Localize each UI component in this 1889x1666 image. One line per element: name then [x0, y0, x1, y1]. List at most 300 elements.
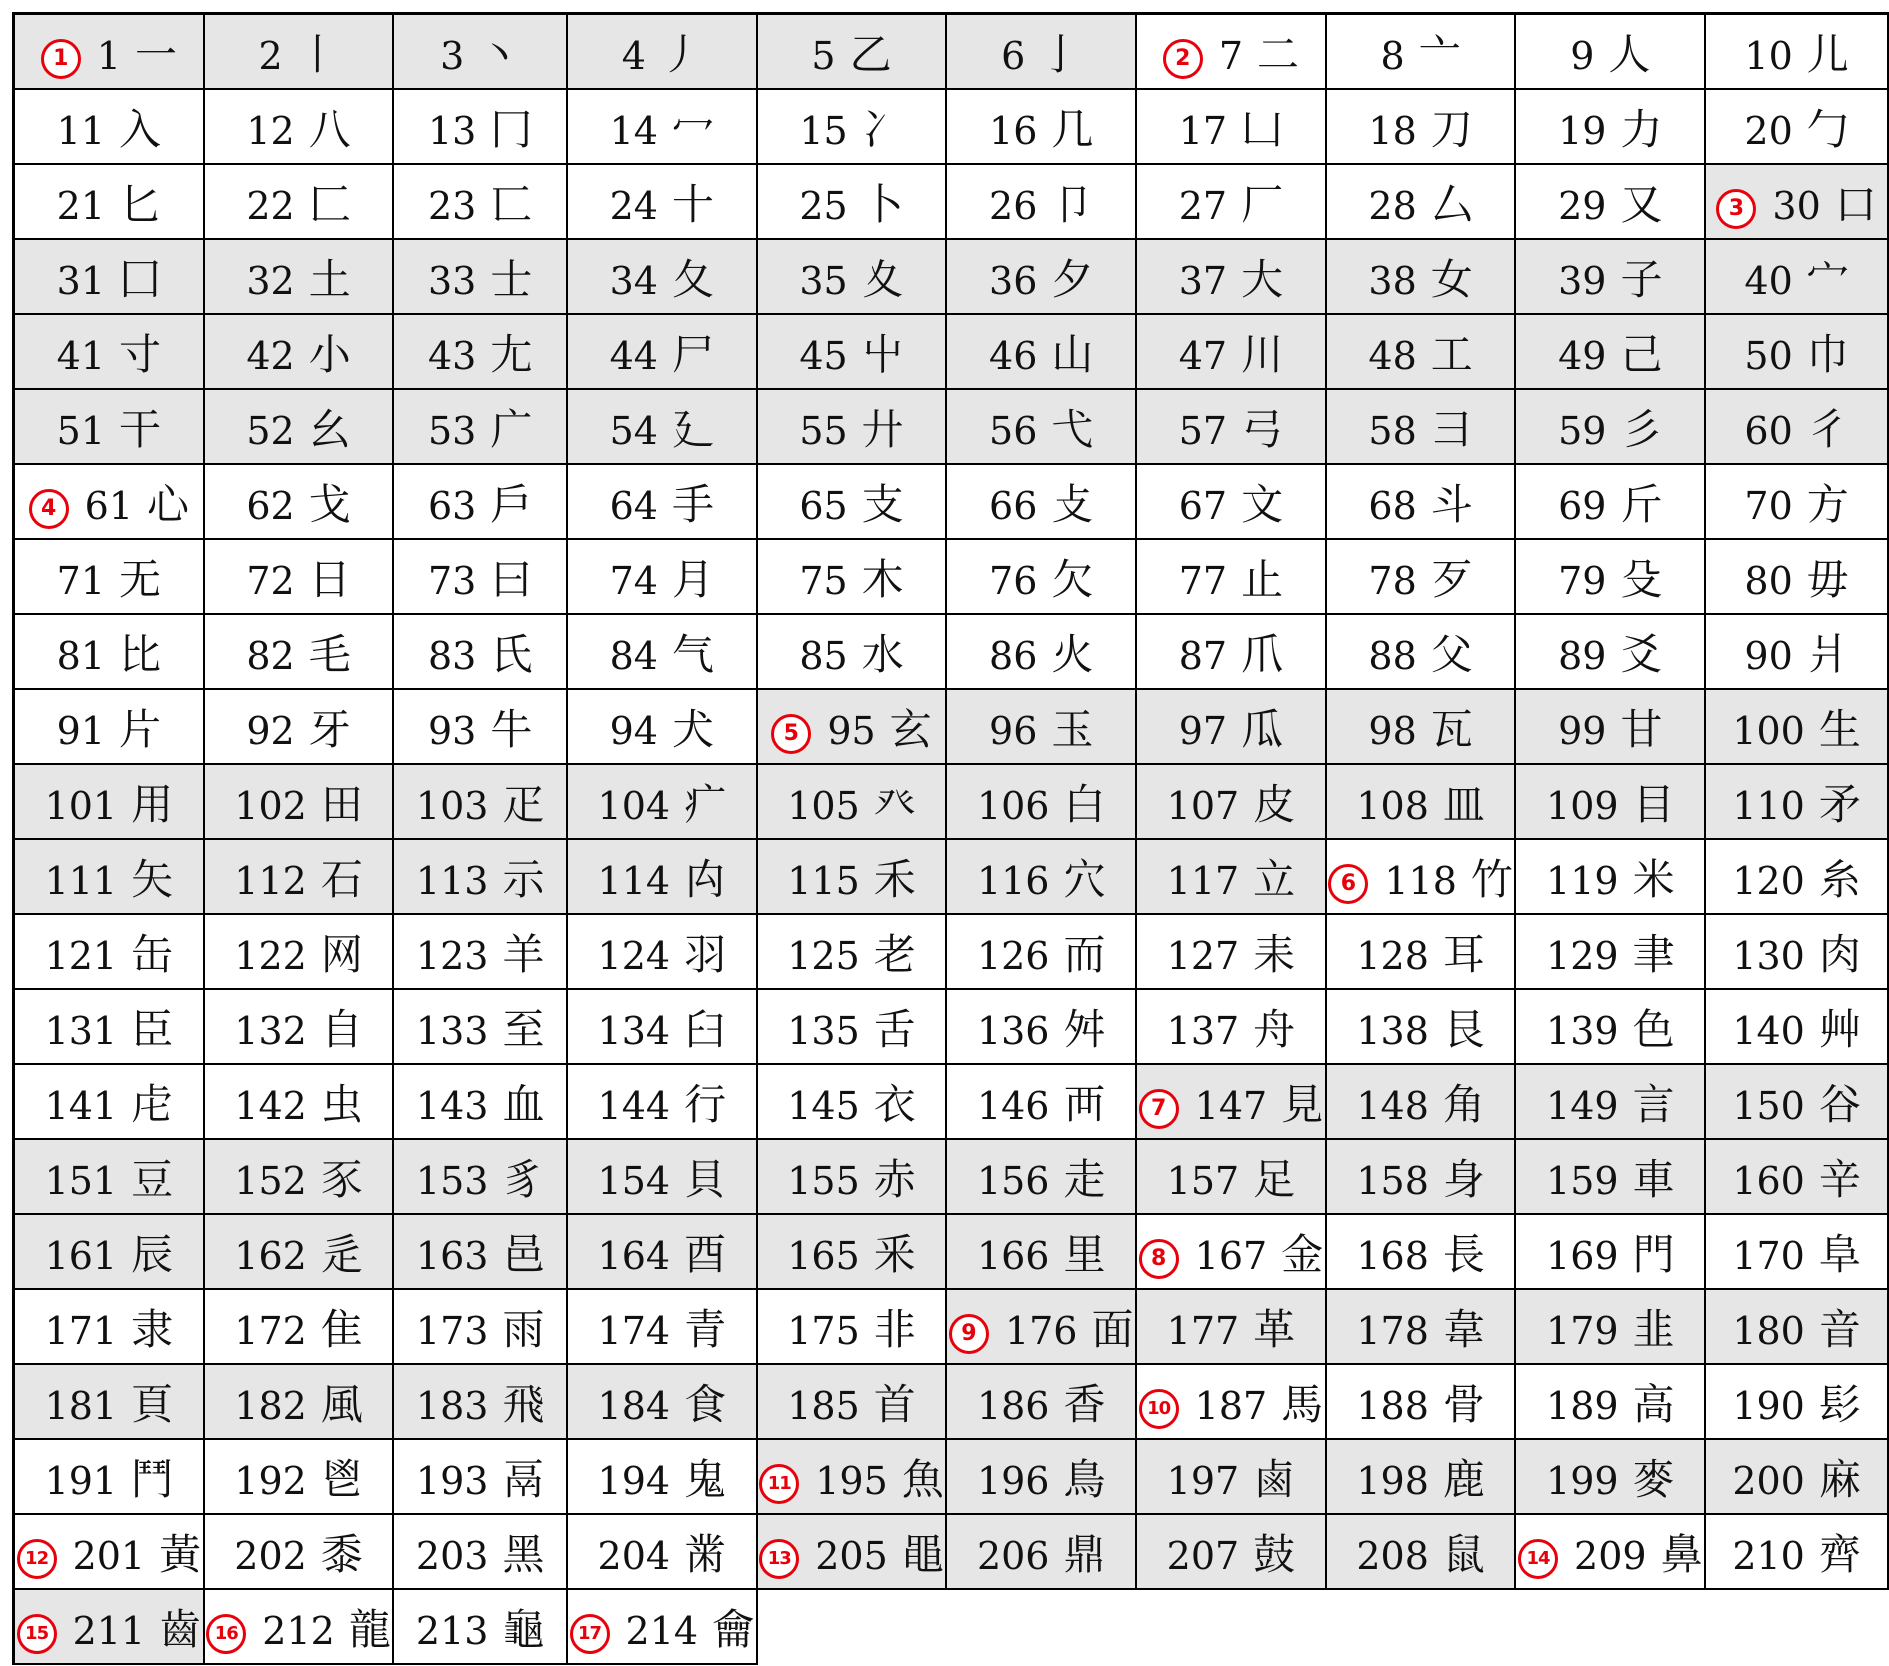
radical-cell [1326, 1064, 1516, 1139]
radical-cell [1326, 239, 1516, 314]
radical-number: 5 [811, 33, 836, 78]
table-row [14, 1514, 1889, 1589]
radical-number: 76 [989, 558, 1038, 603]
radical-number: 173 [415, 1308, 489, 1353]
radical-cell [393, 914, 567, 989]
radical-character: 爿 [1806, 629, 1849, 679]
radical-number: 112 [234, 858, 307, 903]
radical-character: 尢 [490, 329, 533, 379]
radical-cell [1515, 614, 1705, 689]
radical-character: 丨 [296, 29, 339, 79]
radical-cell [1705, 1364, 1888, 1439]
radical-number: 28 [1368, 183, 1417, 228]
radical-number: 144 [597, 1083, 671, 1128]
radical-character: 疒 [684, 779, 727, 829]
radical-cell [757, 1214, 947, 1289]
radical-number: 10 [1744, 33, 1793, 78]
radical-cell [393, 689, 567, 764]
radical-number: 118 [1384, 858, 1457, 903]
radical-number: 80 [1744, 558, 1793, 603]
radical-number: 184 [597, 1383, 671, 1428]
radical-number: 200 [1732, 1458, 1805, 1503]
radical-number: 133 [415, 1008, 489, 1053]
radical-character: 言 [1632, 1079, 1675, 1129]
radical-character: 亅 [1039, 29, 1082, 79]
radical-character: 自 [320, 1004, 363, 1054]
radical-number: 140 [1732, 1008, 1805, 1053]
radical-character: 風 [320, 1379, 363, 1429]
radical-character: 宀 [1806, 254, 1849, 304]
radical-cell [757, 239, 947, 314]
radical-character: 癶 [873, 779, 916, 829]
radical-cell [567, 1214, 757, 1289]
radical-cell [1515, 464, 1705, 539]
radical-number: 61 [84, 483, 134, 528]
radical-number: 191 [44, 1458, 118, 1503]
radical-character: 肉 [1818, 929, 1861, 979]
radical-character: 鬥 [131, 1454, 174, 1504]
radical-number: 154 [597, 1158, 671, 1203]
radical-cell [946, 164, 1136, 239]
radical-number: 57 [1178, 408, 1228, 453]
table-row [14, 689, 1889, 764]
radical-cell [1705, 464, 1888, 539]
radical-cell [1705, 914, 1888, 989]
radical-cell [204, 764, 394, 839]
radical-number: 156 [976, 1158, 1050, 1203]
radical-number: 130 [1732, 933, 1805, 978]
radical-character: 韭 [1632, 1304, 1675, 1354]
radical-cell [14, 539, 204, 614]
radical-number: 175 [787, 1308, 860, 1353]
radical-cell [1136, 164, 1326, 239]
radical-cell [1515, 14, 1705, 90]
radical-number: 99 [1558, 708, 1607, 753]
radical-number: 187 [1194, 1383, 1268, 1428]
table-row [14, 239, 1889, 314]
radical-cell [14, 1064, 204, 1139]
radical-number: 47 [1178, 333, 1228, 378]
radical-cell [204, 1364, 394, 1439]
radical-cell [757, 614, 947, 689]
radical-character: 冫 [861, 104, 904, 154]
radical-cell [757, 1364, 947, 1439]
radical-character: 廴 [671, 404, 714, 454]
radical-number: 183 [415, 1383, 489, 1428]
radical-number: 179 [1546, 1308, 1619, 1353]
radical-character: 氏 [490, 629, 533, 679]
radical-number: 127 [1166, 933, 1240, 978]
radical-cell [14, 839, 204, 914]
radical-cell [204, 89, 394, 164]
radical-character: 川 [1241, 329, 1284, 379]
radical-character: 赤 [873, 1154, 916, 1204]
radical-cell [1136, 689, 1326, 764]
table-row [14, 1439, 1889, 1514]
radical-character: 亠 [1418, 29, 1461, 79]
radical-cell [393, 14, 567, 90]
radical-number: 64 [609, 483, 658, 528]
radical-number: 49 [1558, 333, 1607, 378]
radical-cell [1515, 164, 1705, 239]
radical-number: 108 [1356, 783, 1429, 828]
radical-number: 74 [609, 558, 658, 603]
radical-character: 耳 [1442, 929, 1485, 979]
radical-cell [393, 1289, 567, 1364]
radical-number: 170 [1732, 1233, 1805, 1278]
radical-number: 66 [989, 483, 1038, 528]
table-row [14, 1139, 1889, 1214]
radical-character: 攴 [1051, 479, 1094, 529]
radical-number: 65 [799, 483, 848, 528]
radical-character: 龜 [502, 1604, 545, 1654]
table-row [14, 1064, 1889, 1139]
table-row [14, 1289, 1889, 1364]
radical-number: 208 [1356, 1533, 1429, 1578]
radical-number: 3 [440, 33, 465, 78]
radical-number: 152 [234, 1158, 307, 1203]
radical-character: 馬 [1281, 1379, 1324, 1429]
radical-number: 129 [1546, 933, 1619, 978]
radical-character: 米 [1632, 854, 1675, 904]
radical-number: 79 [1558, 558, 1607, 603]
radical-cell [14, 1214, 204, 1289]
radical-number: 185 [787, 1383, 860, 1428]
radical-cell [946, 1289, 1136, 1364]
radical-cell [1515, 1214, 1705, 1289]
radical-cell [1326, 1514, 1516, 1589]
stroke-count-badge: 17 [570, 1614, 610, 1654]
radical-character: 非 [873, 1304, 916, 1354]
radical-number: 116 [976, 858, 1050, 903]
radical-character: 瓦 [1430, 704, 1473, 754]
radical-number: 145 [787, 1083, 860, 1128]
radical-character: 見 [1281, 1079, 1324, 1129]
radical-cell [204, 1289, 394, 1364]
radical-number: 207 [1166, 1533, 1240, 1578]
radical-character: 衣 [873, 1079, 916, 1129]
table-row [14, 89, 1889, 164]
radical-number: 149 [1546, 1083, 1619, 1128]
radical-character: 日 [308, 554, 351, 604]
radical-character: 矛 [1818, 779, 1861, 829]
radical-cell [1705, 1514, 1888, 1589]
stroke-count-badge: 2 [1163, 39, 1203, 79]
radical-character: 广 [490, 404, 533, 454]
radical-number: 19 [1558, 108, 1607, 153]
radical-number: 92 [246, 708, 295, 753]
radical-cell [567, 314, 757, 389]
radical-character: 爪 [1241, 629, 1284, 679]
radical-number: 167 [1194, 1233, 1268, 1278]
radical-number: 75 [799, 558, 848, 603]
stroke-count-badge: 1 [41, 39, 81, 79]
radical-character: 角 [1442, 1079, 1485, 1129]
radical-cell [393, 464, 567, 539]
radical-character: 曰 [490, 554, 533, 604]
radical-character: 羽 [684, 929, 727, 979]
radical-number: 39 [1558, 258, 1607, 303]
radical-character: 面 [1091, 1304, 1134, 1354]
radical-number: 20 [1744, 108, 1793, 153]
radical-character: 耒 [1253, 929, 1296, 979]
radical-number: 38 [1368, 258, 1417, 303]
stroke-count-badge: 7 [1139, 1089, 1179, 1129]
radical-character: 玄 [889, 704, 932, 754]
radical-character: 糸 [1818, 854, 1861, 904]
radical-cell [1515, 1139, 1705, 1214]
radical-character: 大 [1241, 254, 1284, 304]
radical-cell [1326, 14, 1516, 90]
radical-number: 54 [609, 408, 658, 453]
radical-character: 石 [320, 854, 363, 904]
radical-cell [393, 1439, 567, 1514]
radical-cell [1326, 764, 1516, 839]
radical-number: 68 [1368, 483, 1417, 528]
radical-character: 鼻 [1660, 1529, 1703, 1579]
radical-character: 身 [1442, 1154, 1485, 1204]
radical-character: 士 [490, 254, 533, 304]
radical-character: 田 [320, 779, 363, 829]
radical-number: 204 [597, 1533, 671, 1578]
radical-number: 89 [1558, 633, 1607, 678]
radical-character: 牛 [490, 704, 533, 754]
table-row [14, 839, 1889, 914]
radical-character: 止 [1241, 554, 1284, 604]
radical-number: 95 [827, 708, 876, 753]
radical-cell [1136, 1439, 1326, 1514]
radical-cell [1515, 1064, 1705, 1139]
radical-number: 168 [1356, 1233, 1429, 1278]
radical-number: 6 [1001, 33, 1026, 78]
radical-character: 鬼 [684, 1454, 727, 1504]
radical-cell [946, 764, 1136, 839]
radical-cell [393, 539, 567, 614]
radical-cell [1136, 539, 1326, 614]
radical-number: 106 [976, 783, 1050, 828]
radical-number: 153 [415, 1158, 489, 1203]
radical-character: 黃 [159, 1529, 202, 1579]
radical-cell [567, 1514, 757, 1589]
radical-number: 56 [989, 408, 1038, 453]
radical-cell [204, 389, 394, 464]
stroke-count-badge: 10 [1139, 1389, 1179, 1429]
radical-number: 21 [56, 183, 106, 228]
radical-cell [1515, 689, 1705, 764]
radical-cell [393, 1364, 567, 1439]
radical-number: 109 [1546, 783, 1619, 828]
radical-cell [946, 1064, 1136, 1139]
radical-cell [204, 989, 394, 1064]
radical-character: 毋 [1806, 554, 1849, 604]
radical-number: 69 [1558, 483, 1607, 528]
radical-character: 黽 [901, 1529, 944, 1579]
radical-number: 1 [96, 33, 121, 78]
radical-cell [1326, 914, 1516, 989]
radical-number: 27 [1178, 183, 1228, 228]
radical-cell [1326, 989, 1516, 1064]
radical-character: 目 [1632, 779, 1675, 829]
table-row [14, 764, 1889, 839]
radical-cell [1326, 1439, 1516, 1514]
radical-character: 而 [1063, 929, 1106, 979]
radical-character: 麥 [1632, 1454, 1675, 1504]
radical-cell [1136, 839, 1326, 914]
radical-character: 竹 [1470, 854, 1513, 904]
radical-character: 比 [119, 629, 162, 679]
radical-cell [946, 839, 1136, 914]
radical-cell [946, 14, 1136, 90]
radical-number: 142 [234, 1083, 307, 1128]
radical-cell [14, 614, 204, 689]
table-row [14, 164, 1889, 239]
radical-number: 202 [234, 1533, 307, 1578]
radical-number: 136 [976, 1008, 1050, 1053]
radical-character: 十 [671, 179, 714, 229]
radical-number: 213 [415, 1608, 489, 1653]
radical-character: 乙 [849, 29, 892, 79]
radical-cell [1515, 89, 1705, 164]
radical-character: 月 [671, 554, 714, 604]
radical-cell [567, 614, 757, 689]
radical-character: 阜 [1818, 1229, 1861, 1279]
radical-character: 豸 [502, 1154, 545, 1204]
radical-number: 105 [787, 783, 860, 828]
radical-character: 羊 [502, 929, 545, 979]
radical-character: 口 [1834, 179, 1877, 229]
radical-cell [14, 689, 204, 764]
radical-character: 舟 [1253, 1004, 1296, 1054]
radical-number: 41 [56, 333, 106, 378]
empty-cell [1705, 1589, 1888, 1664]
radical-cell [14, 389, 204, 464]
radical-character: 匕 [119, 179, 162, 229]
radical-cell [204, 1589, 394, 1664]
radical-character: 皿 [1442, 779, 1485, 829]
radical-character: 足 [1253, 1154, 1296, 1204]
radical-character: 鹿 [1442, 1454, 1485, 1504]
radical-cell [1705, 689, 1888, 764]
radical-number: 91 [56, 708, 106, 753]
radical-cell [1326, 539, 1516, 614]
radical-character: 生 [1818, 704, 1861, 754]
radical-character: 气 [671, 629, 714, 679]
stroke-count-badge: 6 [1328, 864, 1368, 904]
radical-character: 彐 [1430, 404, 1473, 454]
stroke-count-badge: 8 [1139, 1239, 1179, 1279]
radical-number: 169 [1546, 1233, 1619, 1278]
radical-character: 辛 [1818, 1154, 1861, 1204]
radical-cell [1326, 1289, 1516, 1364]
radical-character: 爻 [1620, 629, 1663, 679]
radical-number: 107 [1166, 783, 1240, 828]
radical-number: 12 [246, 108, 295, 153]
radical-cell [1136, 1139, 1326, 1214]
radical-cell [1136, 1214, 1326, 1289]
radical-character: 髟 [1818, 1379, 1861, 1429]
radical-number: 103 [415, 783, 489, 828]
radical-number: 132 [234, 1008, 307, 1053]
stroke-count-badge: 14 [1518, 1539, 1558, 1579]
radical-character: 豕 [320, 1154, 363, 1204]
radical-cell [1136, 389, 1326, 464]
radical-number: 119 [1546, 858, 1619, 903]
radical-number: 189 [1546, 1383, 1619, 1428]
radical-character: 襾 [1063, 1079, 1106, 1129]
radical-number: 30 [1772, 183, 1821, 228]
radical-cell [14, 314, 204, 389]
radical-cell [567, 164, 757, 239]
radical-cell [393, 1589, 567, 1664]
radical-number: 22 [246, 183, 295, 228]
radical-number: 26 [989, 183, 1038, 228]
radical-character: 聿 [1632, 929, 1675, 979]
radical-number: 81 [56, 633, 106, 678]
radical-character: 辵 [320, 1229, 363, 1279]
radical-character: 飛 [502, 1379, 545, 1429]
radical-character: 虍 [131, 1079, 174, 1129]
radical-number: 138 [1356, 1008, 1429, 1053]
radical-character: 高 [1632, 1379, 1675, 1429]
radical-number: 194 [597, 1458, 671, 1503]
radical-character: 鬲 [502, 1454, 545, 1504]
radical-cell [393, 389, 567, 464]
radical-character: 貝 [684, 1154, 727, 1204]
radical-cell [1515, 1439, 1705, 1514]
radical-table [12, 12, 1889, 1665]
radical-number: 188 [1356, 1383, 1429, 1428]
radical-cell [757, 1289, 947, 1364]
radical-character: 彡 [1620, 404, 1663, 454]
radical-number: 195 [815, 1458, 888, 1503]
radical-cell [946, 89, 1136, 164]
radical-character: 里 [1063, 1229, 1106, 1279]
radical-cell [1705, 1139, 1888, 1214]
radical-character: 谷 [1818, 1079, 1861, 1129]
radical-cell [204, 539, 394, 614]
radical-number: 158 [1356, 1158, 1429, 1203]
radical-character: 黑 [502, 1529, 545, 1579]
radical-character: 寸 [119, 329, 162, 379]
table-row [14, 989, 1889, 1064]
radical-number: 198 [1356, 1458, 1429, 1503]
radical-number: 58 [1368, 408, 1417, 453]
radical-cell [1705, 764, 1888, 839]
radical-cell [757, 839, 947, 914]
radical-cell [1136, 14, 1326, 90]
radical-number: 174 [597, 1308, 671, 1353]
radical-character: 力 [1620, 104, 1663, 154]
radical-cell [393, 614, 567, 689]
radical-number: 196 [976, 1458, 1050, 1503]
radical-character: 犬 [671, 704, 714, 754]
radical-character: 豆 [131, 1154, 174, 1204]
radical-character: 舛 [1063, 1004, 1106, 1054]
radical-number: 25 [799, 183, 848, 228]
stroke-count-badge: 5 [771, 714, 811, 754]
radical-number: 164 [597, 1233, 671, 1278]
radical-character: 戈 [308, 479, 351, 529]
radical-cell [1136, 1364, 1326, 1439]
radical-number: 134 [597, 1008, 671, 1053]
radical-number: 83 [427, 633, 477, 678]
radical-number: 155 [787, 1158, 860, 1203]
radical-character: 山 [1051, 329, 1094, 379]
stroke-count-badge: 3 [1716, 189, 1756, 229]
radical-character: 子 [1620, 254, 1663, 304]
radical-character: 八 [308, 104, 351, 154]
radical-number: 72 [246, 558, 295, 603]
